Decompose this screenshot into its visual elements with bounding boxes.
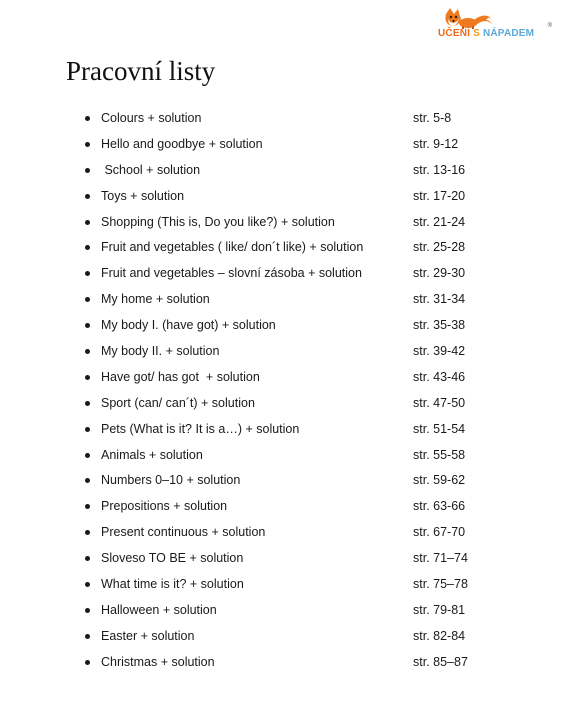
- bullet-icon: [85, 349, 90, 354]
- bullet-icon: [85, 220, 90, 225]
- list-item: [80, 548, 500, 574]
- item-pages: str. 63-66: [413, 499, 466, 514]
- list-item: [80, 341, 500, 367]
- item-pages: str. 47-50: [413, 395, 466, 410]
- registered-mark: ®: [547, 23, 552, 29]
- bullet-icon: [85, 608, 90, 613]
- list-item: [80, 574, 500, 600]
- bullet-icon: [85, 634, 90, 639]
- list-item: [80, 134, 500, 160]
- item-title: Pets (What is it? It is a…) + solution: [101, 421, 300, 436]
- item-title: Easter + solution: [101, 628, 195, 643]
- item-title: Present continuous + solution: [101, 525, 266, 540]
- page-title: Pracovní listy: [66, 56, 216, 86]
- logo-word-2: S: [473, 28, 480, 39]
- item-title: Animals + solution: [101, 447, 203, 462]
- bullet-icon: [85, 660, 90, 665]
- logo-word-3: NÁPADEM: [482, 28, 535, 39]
- item-pages: str. 21-24: [413, 214, 466, 229]
- bullet-icon: [85, 323, 90, 328]
- list-item: [80, 522, 500, 548]
- item-pages: str. 71–74: [413, 551, 468, 566]
- item-title: Numbers 0–10 + solution: [101, 473, 241, 488]
- bullet-icon: [85, 556, 90, 561]
- item-title: Sloveso TO BE + solution: [101, 551, 244, 566]
- worksheet-list: [80, 108, 500, 678]
- item-title: Toys + solution: [101, 188, 185, 203]
- item-pages: str. 35-38: [413, 318, 466, 333]
- item-pages: str. 75–78: [413, 577, 468, 592]
- item-pages: str. 29-30: [413, 266, 466, 281]
- item-pages: str. 51-54: [413, 421, 466, 436]
- bullet-icon: [85, 504, 90, 509]
- item-pages: str. 55-58: [413, 447, 466, 462]
- item-pages: str. 31-34: [413, 292, 466, 307]
- bullet-icon: [85, 427, 90, 432]
- list-item: [80, 212, 500, 238]
- list-item: [80, 626, 500, 652]
- bullet-icon: [85, 245, 90, 250]
- bullet-icon: [85, 530, 90, 535]
- list-item: [80, 289, 500, 315]
- item-title: Hello and goodbye + solution: [101, 136, 263, 151]
- item-pages: str. 59-62: [413, 473, 466, 488]
- list-item: [80, 315, 500, 341]
- bullet-icon: [85, 401, 90, 406]
- item-title: Colours + solution: [101, 111, 202, 125]
- item-title: Sport (can/ can´t) + solution: [101, 395, 255, 410]
- bullet-icon: [85, 297, 90, 302]
- list-item: [80, 470, 500, 496]
- item-pages: str. 5-8: [413, 111, 452, 125]
- item-pages: str. 9-12: [413, 136, 459, 151]
- item-pages: str. 85–87: [413, 654, 468, 669]
- list-item: [80, 367, 500, 393]
- item-pages: str. 13-16: [413, 162, 466, 177]
- item-pages: str. 43-46: [413, 369, 466, 384]
- list-item: [80, 445, 500, 471]
- brand-logo: [428, 6, 552, 44]
- item-pages: str. 25-28: [413, 240, 466, 255]
- item-title: Fruit and vegetables ( like/ don´t like) + solution: [101, 240, 364, 255]
- item-title: My body II. + solution: [101, 344, 220, 359]
- item-title: Halloween + solution: [101, 602, 217, 617]
- item-pages: str. 79-81: [413, 602, 466, 617]
- item-title: Prepositions + solution: [101, 499, 228, 514]
- item-title: School + solution: [101, 162, 201, 177]
- item-pages: str. 82-84: [413, 628, 466, 643]
- list-item: [80, 652, 500, 678]
- list-item: [80, 186, 500, 212]
- item-title: My home + solution: [101, 292, 210, 307]
- item-pages: str. 39-42: [413, 344, 466, 359]
- list-item: [80, 108, 500, 134]
- item-title: What time is it? + solution: [101, 577, 244, 592]
- bullet-icon: [85, 168, 90, 173]
- item-title: Have got/ has got + solution: [101, 369, 260, 384]
- bullet-icon: [85, 142, 90, 147]
- bullet-icon: [85, 271, 90, 276]
- item-title: Christmas + solution: [101, 654, 215, 669]
- item-pages: str. 67-70: [413, 525, 466, 540]
- list-item: [80, 263, 500, 289]
- bullet-icon: [85, 194, 90, 199]
- logo-text: [438, 28, 534, 39]
- bullet-icon: [85, 116, 90, 121]
- bullet-icon: [85, 478, 90, 483]
- list-item: [80, 237, 500, 263]
- item-pages: str. 17-20: [413, 188, 466, 203]
- list-item: [80, 393, 500, 419]
- bullet-icon: [85, 375, 90, 380]
- list-item: [80, 496, 500, 522]
- logo-word-1: UČENÍ: [438, 28, 471, 39]
- item-title: Fruit and vegetables – slovní zásoba + solution: [101, 266, 362, 281]
- bullet-icon: [85, 453, 90, 458]
- bullet-icon: [85, 582, 90, 587]
- list-item: [80, 419, 500, 445]
- item-title: Shopping (This is, Do you like?) + solution: [101, 214, 335, 229]
- list-item: [80, 160, 500, 186]
- list-item: [80, 600, 500, 626]
- item-title: My body I. (have got) + solution: [101, 318, 276, 333]
